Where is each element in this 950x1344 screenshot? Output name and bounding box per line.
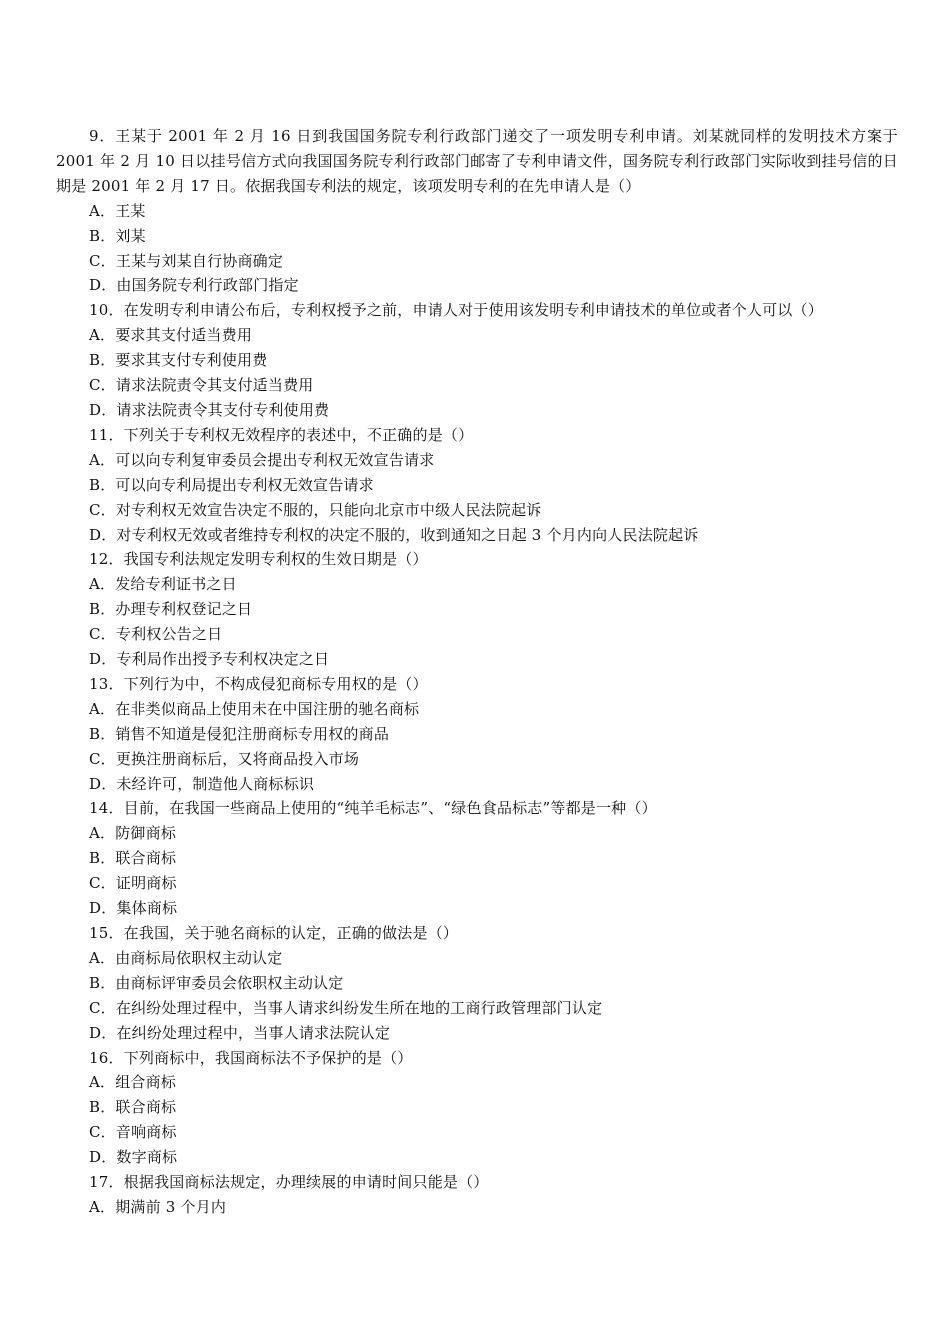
question-10-option-a: A．要求其支付适当费用 (89, 326, 253, 345)
question-17-option-a: A．期满前 3 个月内 (89, 1197, 227, 1216)
question-12-option-d: D．专利局作出授予专利权决定之日 (89, 650, 330, 669)
question-13-option-a: A．在非类似商品上使用未在中国注册的驰名商标 (89, 699, 420, 718)
question-10-option-b: B．要求其支付专利使用费 (89, 351, 268, 370)
question-11-option-b: B．可以向专利局提出专利权无效宣告请求 (89, 475, 374, 494)
question-14-option-d: D．集体商标 (89, 899, 178, 918)
question-16-option-a: A．组合商标 (89, 1073, 177, 1092)
question-16-option-c: C．音响商标 (89, 1123, 177, 1142)
question-stem-16: 16．下列商标中，我国商标法不予保护的是（） (89, 1048, 413, 1067)
question-13-option-c: C．更换注册商标后，又将商品投入市场 (89, 749, 360, 768)
question-15-option-c: C．在纠纷处理过程中，当事人请求纠纷发生所在地的工商行政管理部门认定 (89, 998, 603, 1017)
question-11-option-a: A．可以向专利复审委员会提出专利权无效宣告请求 (89, 450, 435, 469)
question-13-option-b: B．销售不知道是侵犯注册商标专用权的商品 (89, 724, 390, 743)
question-12-option-b: B．办理专利权登记之日 (89, 600, 253, 619)
question-12-option-c: C．专利权公告之日 (89, 625, 223, 644)
question-9-option-d: D．由国务院专利行政部门指定 (89, 276, 299, 295)
question-9-option-a: A．王某 (89, 201, 146, 220)
question-11-option-d: D．对专利权无效或者维持专利权的决定不服的，收到通知之日起 3 个月内向人民法院起诉 (89, 525, 699, 544)
question-9-option-b: B．刘某 (89, 226, 146, 245)
question-11-option-c: C．对专利权无效宣告决定不服的，只能向北京市中级人民法院起诉 (89, 500, 542, 519)
question-15-option-d: D．在纠纷处理过程中，当事人请求法院认定 (89, 1023, 391, 1042)
question-stem-17: 17．根据我国商标法规定，办理续展的申请时间只能是（） (89, 1173, 489, 1192)
question-stem-11: 11．下列关于专利权无效程序的表述中，不正确的是（） (89, 425, 474, 444)
question-16-option-d: D．数字商标 (89, 1148, 178, 1167)
question-stem-13: 13．下列行为中，不构成侵犯商标专用权的是（） (89, 674, 428, 693)
question-10-option-d: D．请求法院责令其支付专利使用费 (89, 400, 330, 419)
question-9-option-c: C．王某与刘某自行协商确定 (89, 251, 284, 270)
question-15-option-a: A．由商标局依职权主动认定 (89, 948, 283, 967)
question-stem-15: 15．在我国，关于驰名商标的认定，正确的做法是（） (89, 924, 459, 942)
question-12-option-a: A．发给专利证书之日 (89, 575, 237, 594)
question-10-option-c: C．请求法院责令其支付适当费用 (89, 376, 314, 395)
question-14-option-c: C．证明商标 (89, 874, 177, 893)
question-16-option-b: B．联合商标 (89, 1098, 177, 1117)
question-14-option-a: A．防御商标 (89, 824, 177, 843)
document-page (56, 124, 898, 1220)
question-stem-14: 14．目前，在我国一些商品上使用的“纯羊毛标志”、“绿色食品标志”等都是一种（） (89, 799, 657, 818)
question-stem-9: 9．王某于 2001 年 2 月 16 日到我国国务院专利行政部门递交了一项发明专利申请。刘某就同样的发明技术方案于 2001 年 2 月 10 日以挂号信方式向我国国务院专利行政部门邮寄了专利申请文件，国务院专利行政部门实际收到挂号信的日期是 2001 年 2 月 17 日。依据我国专利法的规定，该项发明专利的在先申请人是（） (56, 127, 898, 195)
question-13-option-d: D．未经许可，制造他人商标标识 (89, 774, 315, 793)
question-14-option-b: B．联合商标 (89, 849, 177, 868)
question-stem-12: 12．我国专利法规定发明专利权的生效日期是（） (89, 550, 428, 569)
question-15-option-b: B．由商标评审委员会依职权主动认定 (89, 973, 344, 992)
question-stem-10: 10．在发明专利申请公布后，专利权授予之前，申请人对于使用该发明专利申请技术的单位或者个人可以（） (89, 301, 823, 320)
